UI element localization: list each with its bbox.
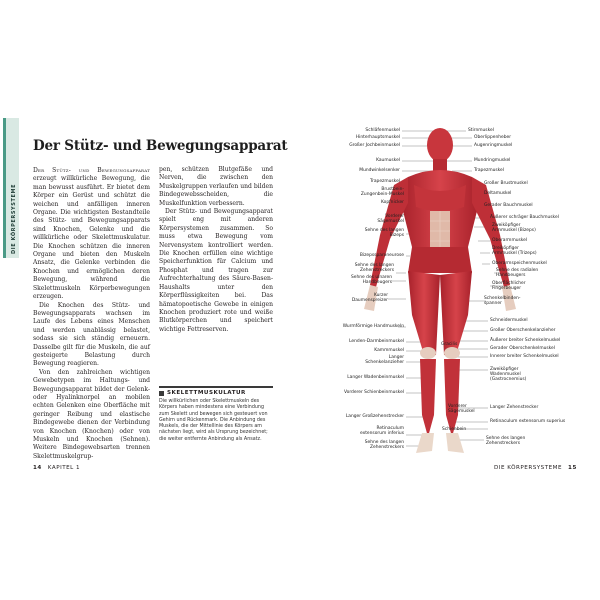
label-deltoid: Deltamuskel	[484, 191, 512, 196]
label-sternohyoid: Brustbein-Zungenbein-Muskel	[360, 187, 404, 198]
label-abductor-pollicis: Kurzer Daumenspreizer	[351, 293, 388, 304]
label-masseter: Kaumuskel	[376, 158, 400, 163]
label-radial-tendon: Sehne des radialen Handbeugers	[496, 268, 539, 279]
label-occipitalis: Hinterhauptsmuskel	[355, 135, 400, 140]
intro-text: erzeugt willkürliche Bewegung, die man bewusst ausführt. Er bietet dem Körper ein Gerüst und schützt die weichen und anfälligen inneren Organe. Die wichtigsten Bestandteile des Stütz- und Bewegungsapparats sind Knochen, Gelenke und die willkürliche oder Skelettmuskulatur. Die Knochen schützen die inneren Organe und bieten den Muskeln Ansatz, die Gelenke verbinden die Knochen und ermöglichen deren Bewegung, während die Skelettmuskeln Körperbewegungen erzeugen.	[33, 175, 150, 301]
paragraph-intro	[33, 167, 150, 302]
label-pectoralis-major: Großer Brustmuskel	[484, 181, 528, 186]
label-triceps: Dreiköpfiger Armmuskel (Trizeps)	[492, 246, 537, 257]
label-serratus-left: Vorderer Sägemuskel	[377, 214, 404, 225]
label-pectineus: Kammmuskel	[374, 348, 404, 353]
label-retinaculum-inferius: Retinaculum extensorum inferius	[359, 426, 404, 437]
label-retinaculum-superius: Retinaculum extensorum superius	[490, 419, 566, 424]
label-extensor-tendon-lower: Sehne des langen Zehenstreckers	[364, 440, 404, 451]
side-tab-accent	[3, 118, 6, 258]
label-peroneus-longus: Langer Wadenbeinmuskel	[347, 375, 404, 380]
square-bullet-icon	[159, 391, 164, 396]
label-external-oblique: Äußerer schräger Bauchmuskel	[490, 215, 559, 220]
label-biceps-tendon: Sehne des langen Bizeps	[364, 228, 404, 239]
muscle-body-illustration	[278, 115, 600, 465]
label-gastrocnemius: Zweiköpfiger Wadenmuskel (Gastrocnemius)	[490, 367, 527, 383]
lead-in: Der Stütz- und Bewegungsapparat	[33, 167, 150, 174]
label-sternocleido: Kopfnicker	[381, 200, 404, 205]
paragraph-2: Die Knochen des Stütz- und Bewegungsapparats wachsen im Laufe des Lebens eines Menschen und werden unablässig belastet, sodass sie sich ständig erneuern. Dasselbe gilt für die Muskeln, die auf gesteigerte Belastung durch Bewegung reagieren.	[33, 301, 150, 368]
label-tibialis-anterior: Vorderer Schienbeinmuskel	[343, 390, 404, 395]
label-rectus-femoris: Gerader Oberschenkelmuskel	[490, 346, 555, 351]
label-zygomaticus: Großer Jochbeinmuskel	[349, 143, 400, 148]
chapter-label: KAPITEL 1	[47, 465, 81, 471]
label-extensor-hallucis: Langer Großzehenstrecker	[345, 414, 404, 419]
label-extensor-tendon-right: Sehne des langen Zehenstreckers	[486, 436, 526, 447]
page-title: Der Stütz- und Bewegungsapparat	[33, 138, 288, 154]
label-lumbricals: Wurmförmige Handmuskeln	[342, 324, 404, 329]
label-adductor-magnus: Großer Oberschenkelanzieher	[490, 328, 556, 333]
label-tensor-fasciae: Schenkelbinden-spanner	[484, 296, 521, 307]
label-extensor-digitorum: Langer Zehenstrecker	[490, 405, 539, 410]
info-box-title: SKELETTMUSKULATUR	[167, 390, 246, 396]
body-column-2	[159, 166, 273, 334]
label-serratus-right: Vorderer Sägemuskel	[448, 404, 475, 415]
label-brachialis: Oberarmmuskel	[492, 238, 528, 243]
label-vastus-medialis: Innerer breiter Schenkelmuskel	[490, 354, 559, 359]
footer-left	[33, 465, 80, 471]
paragraph-5: Der Stütz- und Bewegungsapparat spielt eng mit anderen Körpersystemen zusammen. So muss etwa Bewegung vom Nervensystem kontrolliert werden. Die Knochen erfüllen eine wichtige Speicherfunktion für Calcium und Phosphat und tragen zur Aufrechterhaltung des Säure-Basen-Haushalts unter den Körperflüssigkeiten bei. Das hämatopoetische Gewebe in einigen Knochen produziert rote und weiße Blutkörperchen und speichert wichtige Fettreserven.	[159, 208, 273, 333]
footer-right	[494, 465, 577, 471]
body-column-1	[33, 167, 150, 461]
label-depressor: Mundwinkelsenker	[359, 168, 400, 173]
label-adductor-longus: Langer Schenkelanzieher	[365, 355, 404, 366]
label-ulnar-tendon: Sehne des ulnaren Handbeugers	[351, 275, 392, 286]
label-flexor-digitorum: Oberflächlicher Fingerbeuger	[492, 281, 526, 292]
chapter-side-tab	[3, 118, 19, 258]
label-frontalis: Stirnmuskel	[468, 128, 494, 133]
page-number-right: 15	[568, 465, 577, 471]
muscle-figure	[278, 115, 600, 465]
label-temporalis: Schläfenmuskel	[365, 128, 400, 133]
label-bicipital-aponeurosis: Bizepssparoneurose	[359, 253, 404, 258]
label-biceps: Zweiköpfiger Armmuskel (Bizeps)	[492, 223, 536, 234]
label-tibia: Schienbein	[442, 427, 467, 432]
info-box-heading	[159, 390, 273, 396]
label-iliopsoas: Lenden-Darmbeinmuskel	[349, 339, 404, 344]
label-vastus-lateralis: Äußerer breiter Schenkelmuskel	[490, 338, 561, 343]
label-trapezius-left: Trapezmuskel	[370, 179, 400, 184]
info-box-text: Die willkürlichen oder Skelettmuskeln des Körpers haben mindestens eine Verbindung zum Skelett und bewegen sich gesteuert von Gehirn und Rückenmark. Die Anbindung des Muskels, die der Mittellinie des Körpers am nächsten liegt, wird als Ursprung bezeichnet; die weiter entfernte Anbindung als Ansatz.	[159, 399, 268, 442]
page-number-left: 14	[33, 465, 42, 471]
label-trapezius-right: Trapezmuskel	[474, 168, 504, 173]
label-gracilis: Gracilis	[441, 342, 458, 347]
label-rectus-abdominis: Gerader Bauchmuskel	[484, 203, 533, 208]
section-label: DIE KÖRPERSYSTEME	[494, 465, 563, 471]
label-orbicularis-oris: Mundringmuskel	[474, 158, 511, 163]
paragraph-4: pen, schützen Blutgefäße und Nerven, die zwischen den Muskelgruppen verlaufen und bilden Bindegewebsscheiden, die Muskelfunktion verbessern.	[159, 166, 273, 207]
label-levator-labii: Oberlippenheber	[474, 135, 512, 140]
label-extensor-tendon-upper: Sehne des langen Zehenstreckers	[354, 263, 394, 274]
info-box	[159, 386, 273, 443]
label-orbicularis-oculi: Augenringmuskel	[474, 143, 513, 148]
paragraph-3: Von den zahlreichen wichtigen Gewebetypen im Haltungs- und Bewegungsapparat bildet der Gelenk- oder Hyalinknorpel an mobilen echten Gelenken eine Oberfläche mit geringer Reibung und elastische Bindegewebe dienen der Verbindung von Knochen (Knochen) oder von Muskeln und Knochen (Sehnen). Weitere Bindegewebsarten trennen Skelettmuskelgrup-	[33, 368, 150, 460]
side-tab-label: DIE KÖRPERSYSTEME	[11, 183, 17, 254]
label-sartorius: Schneidermuskel	[490, 318, 528, 323]
label-brachioradialis: Oberarmspeichenmuskel	[492, 261, 547, 266]
